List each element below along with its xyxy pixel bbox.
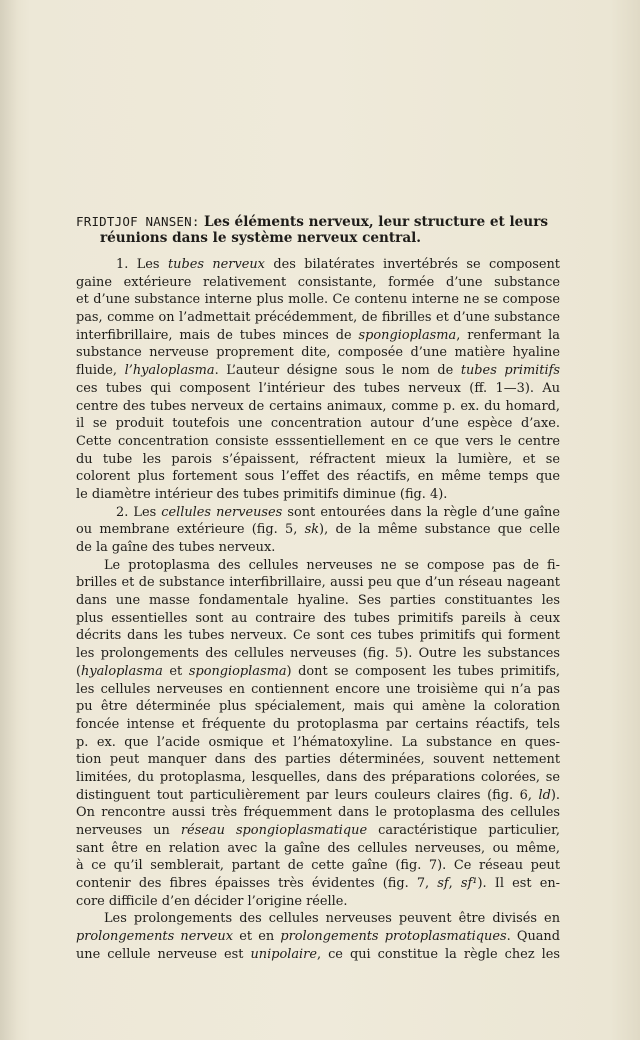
text-line: brilles et de substance interfibrillaire, aussi peu que d’un réseau nageant — [76, 575, 560, 591]
text-line: prolongements nerveux et en prolongements protoplasmatiques. Quand — [76, 929, 560, 945]
text-line: nerveuses un réseau spongioplasmatique caractéristique particulier, — [76, 823, 560, 838]
text-line: de la gaîne des tubes nerveux. — [76, 540, 276, 555]
text-line: tion peut manquer dans des parties déterminées, souvent nettement — [76, 752, 560, 768]
text-line: dans une masse fondamentale hyaline. Ses parties constituantes les — [76, 593, 560, 609]
text-line: core difficile d’en décider l’origine réelle. — [76, 893, 348, 909]
text-line: une cellule nerveuse est unipolaire, ce qui constitue la règle chez les — [76, 946, 560, 962]
text-line: Cette concentration consiste esssentiellement en ce que vers le centre — [76, 433, 560, 449]
article-body — [76, 256, 560, 964]
text-line: ces tubes qui composent l’intérieur des tubes nerveux (ff. 1—3). Au — [76, 380, 560, 396]
text-line: plus essentielles sont au contraire des tubes primitifs pareils à ceux — [76, 610, 560, 626]
article-header — [76, 214, 560, 246]
text-line: substance nerveuse proprement dite, composée d’une matière hyaline — [76, 345, 560, 361]
text-line: interfibrillaire, mais de tubes minces de spongioplasma, renfermant la — [76, 327, 560, 343]
text-line: il se produit toutefois une concentration autour d’une espèce d’axe. — [76, 416, 560, 432]
text-line: (hyaloplasma et spongioplasma) dont se composent les tubes primitifs, — [76, 663, 560, 679]
text-line: On rencontre aussi très fréquemment dans le protoplasma des cellules — [76, 805, 560, 821]
text-line: 2. Les cellules nerveuses sont entourées dans la règle d’une gaîne — [116, 504, 560, 520]
text-line: pu être déterminée plus spécialement, mais qui amène la coloration — [76, 699, 560, 715]
text-line: limitées, du protoplasma, lesquelles, dans des préparations colorées, se — [76, 769, 560, 785]
text-line: le diamètre intérieur des tubes primitifs diminue (fig. 4). — [76, 486, 448, 502]
text-line: fluide, l’hyaloplasma. L’auteur désigne sous le nom de tubes primitifs — [76, 363, 560, 379]
text-line: les prolongements des cellules nerveuses (fig. 5). Outre les substances — [76, 646, 560, 662]
article-title-line-2: réunions dans le système nerveux central. — [100, 230, 422, 246]
text-line: et d’une substance interne plus molle. Ce contenu interne ne se compose — [76, 292, 560, 308]
text-line: Les prolongements des cellules nerveuses peuvent être divisés en — [104, 911, 560, 927]
text-line: foncée intense et fréquente du protoplasma par certains réactifs, tels — [76, 716, 560, 732]
author-name: FRIDTJOF NANSEN: — [76, 214, 200, 229]
text-line: décrits dans les tubes nerveux. Ce sont ces tubes primitifs qui forment — [76, 628, 560, 644]
text-line: contenir des fibres épaisses très évidentes (fig. 7, sf, sf¹). Il est en- — [76, 876, 560, 892]
text-line: sant être en relation avec la gaîne des cellules nerveuses, ou même, — [76, 840, 560, 856]
text-line: les cellules nerveuses en contiennent encore une troisième qui n’a pas — [76, 681, 560, 697]
text-line: pas, comme on l’admettait précédemment, de fibrilles et d’une substance — [76, 310, 560, 326]
text-line: gaine extérieure relativement consistante, formée d’une substance — [76, 274, 560, 290]
text-line: Le protoplasma des cellules nerveuses ne se compose pas de fi- — [104, 557, 560, 573]
text-line: ou membrane extérieure (fig. 5, sk), de la même substance que celle — [76, 522, 560, 538]
article-title-line-1: Les éléments nerveux, leur structure et leurs — [203, 214, 549, 230]
text-line: du tube les parois s’épaissent, réfractent mieux la lumière, et se — [76, 451, 560, 467]
text-line: à ce qu’il semblerait, partant de cette gaîne (fig. 7). Ce réseau peut — [76, 858, 560, 874]
text-line: p. ex. que l’acide osmique et l’hématoxyline. La substance en ques- — [76, 734, 560, 750]
text-line: 1. Les tubes nerveux des bilatérates invertébrés se composent — [116, 257, 560, 272]
text-line: colorent plus fortement sous l’effet des réactifs, en même temps que — [76, 469, 560, 485]
text-line: distinguent tout particulièrement par leurs couleurs claires (fig. 6, ld). — [76, 787, 560, 803]
text-line: centre des tubes nerveux de certains animaux, comme p. ex. du homard, — [76, 398, 560, 414]
